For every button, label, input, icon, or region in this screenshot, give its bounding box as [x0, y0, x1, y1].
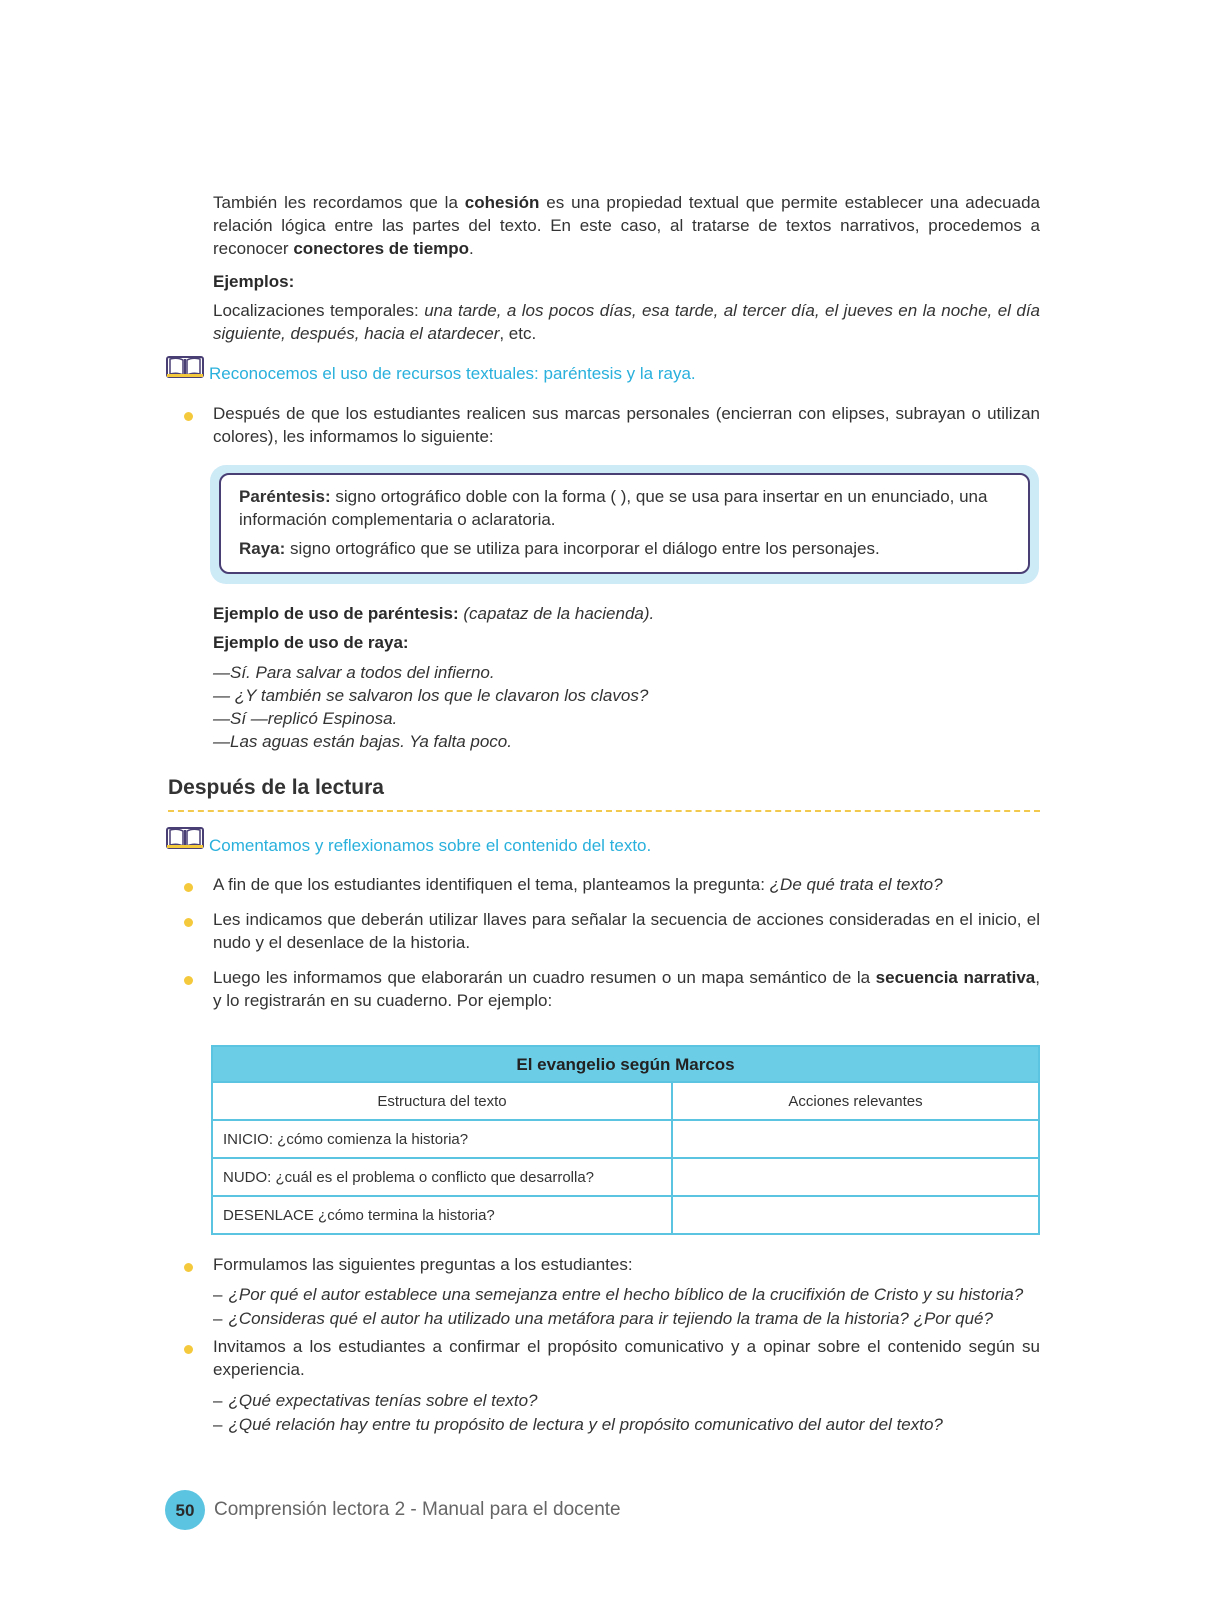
open-book-icon	[166, 355, 204, 379]
term-conectores: conectores de tiempo	[293, 239, 470, 258]
table-row	[212, 1158, 1039, 1196]
bullet-marker	[184, 976, 193, 985]
bullet-marker	[184, 1345, 193, 1354]
section-title-despues: Después de la lectura	[168, 776, 384, 799]
table-header-acciones: Acciones relevantes	[672, 1082, 1039, 1120]
dialogue-line: — ¿Y también se salvaron los que le clavaron los clavos?	[213, 686, 649, 705]
bullet-preguntas: Formulamos las siguientes preguntas a los estudiantes:	[213, 1255, 633, 1274]
bullet-marker	[184, 883, 193, 892]
summary-table	[211, 1045, 1040, 1235]
bullet-marker	[184, 1263, 193, 1272]
open-book-icon	[166, 826, 204, 850]
table-cell-empty	[672, 1196, 1039, 1234]
definition-box	[210, 465, 1039, 584]
heading-comentamos: Comentamos y reflexionamos sobre el contenido del texto.	[209, 836, 652, 855]
question-line: – ¿Qué relación hay entre tu propósito de lectura y el propósito comunicativo del autor del texto?	[213, 1415, 943, 1434]
bullet-cuadro-resumen: Luego les informamos que elaborarán un cuadro resumen o un mapa semántico de la secuencia narrativa, y lo registrarán en su cuaderno. Por ejemplo:	[213, 968, 1040, 1010]
definition-parentesis: Paréntesis: signo ortográfico doble con la forma ( ), que se usa para insertar en un enunciado, una información complementaria o aclaratoria.	[239, 487, 988, 529]
temporal-examples: Localizaciones temporales: una tarde, a los pocos días, esa tarde, al tercer día, el jueves en la noche, el día siguiente, después, hacia el atardecer, etc.	[213, 301, 1041, 343]
dialogue-line: —Sí —replicó Espinosa.	[213, 709, 398, 728]
bullet-proposito: Invitamos a los estudiantes a confirmar el propósito comunicativo y a opinar sobre el contenido según su experiencia.	[213, 1337, 1040, 1379]
bullet-llaves: Les indicamos que deberán utilizar llaves para señalar la secuencia de acciones consideradas en el inicio, el nudo y el desenlace de la historia.	[213, 910, 1040, 952]
dialogue-line: —Las aguas están bajas. Ya falta poco.	[213, 732, 512, 751]
question-line: – ¿Qué expectativas tenías sobre el texto?	[213, 1391, 538, 1410]
term-cohesion: cohesión	[464, 193, 540, 212]
table-cell-nudo: NUDO: ¿cuál es el problema o conflicto que desarrolla?	[212, 1158, 672, 1196]
table-row	[212, 1120, 1039, 1158]
example-raya-label: Ejemplo de uso de raya:	[213, 633, 409, 652]
definition-box-inner	[219, 473, 1030, 574]
table-cell-inicio: INICIO: ¿cómo comienza la historia?	[212, 1120, 672, 1158]
table-cell-desenlace: DESENLACE ¿cómo termina la historia?	[212, 1196, 672, 1234]
examples-label: Ejemplos:	[213, 272, 295, 291]
table-cell-empty	[672, 1158, 1039, 1196]
section-divider	[168, 810, 1040, 812]
heading-recursos-textuales: Reconocemos el uso de recursos textuales: paréntesis y la raya.	[209, 364, 696, 383]
definition-raya: Raya: signo ortográfico que se utiliza para incorporar el diálogo entre los personajes.	[239, 539, 880, 558]
dialogue-example	[213, 661, 648, 753]
question-line: – ¿Consideras qué el autor ha utilizado una metáfora para ir tejiendo la trama de la historia? ¿Por qué?	[213, 1309, 993, 1328]
example-parentesis: Ejemplo de uso de paréntesis: (capataz de la hacienda).	[213, 604, 655, 623]
table-title: El evangelio según Marcos	[212, 1046, 1039, 1082]
bullet-tema: A fin de que los estudiantes identifiquen el tema, planteamos la pregunta: ¿De qué trata el texto?	[213, 875, 943, 894]
bullet-marcas-personales: Después de que los estudiantes realicen sus marcas personales (encierran con elipses, subrayan o utilizan colores), les informamos lo siguiente:	[213, 404, 1040, 446]
page-number-badge: 50	[165, 1490, 205, 1530]
question-line: – ¿Por qué el autor establece una semejanza entre el hecho bíblico de la crucifixión de Cristo y su historia?	[213, 1285, 1024, 1304]
table-cell-empty	[672, 1120, 1039, 1158]
table-header-estructura: Estructura del texto	[212, 1082, 672, 1120]
footer-title: Comprensión lectora 2 - Manual para el docente	[214, 1499, 621, 1520]
bullet-marker	[184, 412, 193, 421]
dialogue-line: —Sí. Para salvar a todos del infierno.	[213, 663, 495, 682]
table-row	[212, 1196, 1039, 1234]
intro-paragraph: También les recordamos que la cohesión es una propiedad textual que permite establecer una adecuada relación lógica entre las partes del texto. En este caso, al tratarse de textos narrativos, procedemos a reconocer conectores de tiempo.	[213, 193, 1040, 258]
bullet-marker	[184, 918, 193, 927]
